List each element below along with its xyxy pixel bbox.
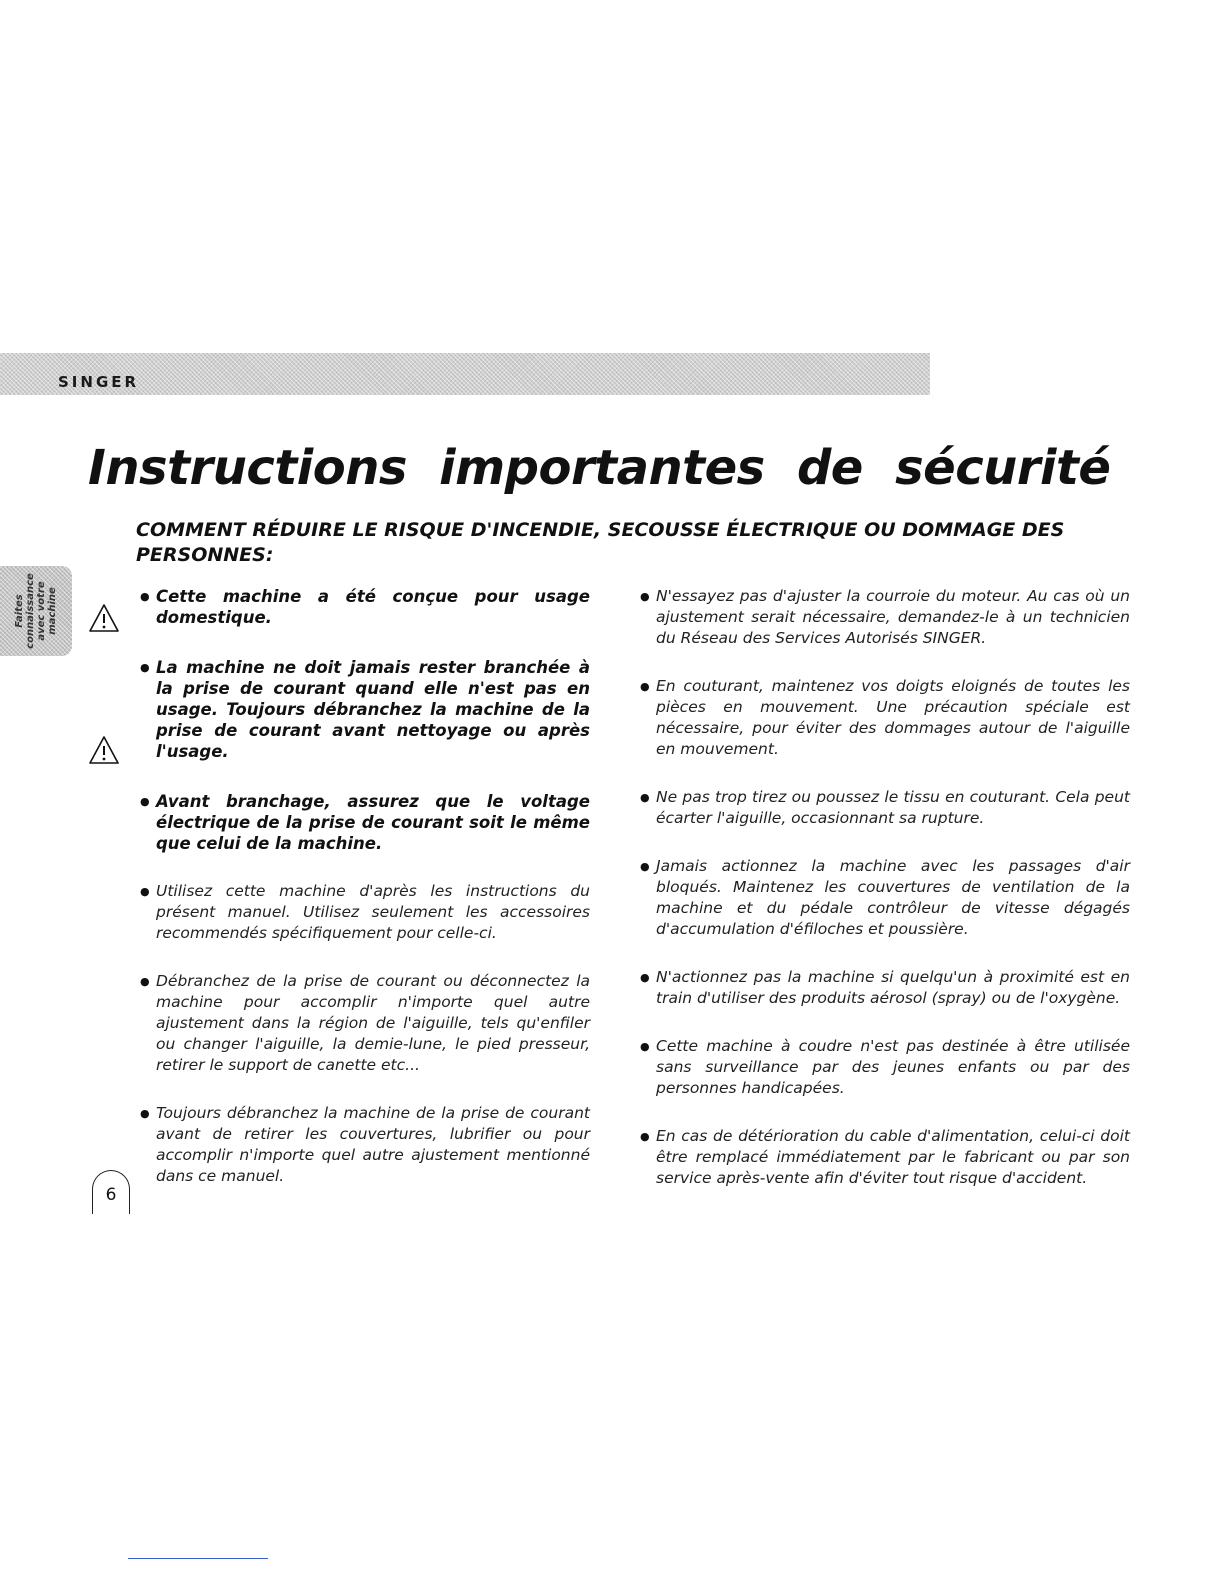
safety-instruction: ● Jamais actionnez la machine avec les passages d'air bloqués. Maintenez les couvertures de ventilation de la machine et du pédale contrôleur de vitesse dégagés d'accumulation d'éfiloches et poussière. <box>640 856 1130 940</box>
page-number: 6 <box>92 1170 130 1214</box>
safety-instruction: ● En cas de détérioration du cable d'alimentation, celui-ci doit être remplacé immédiatement par le fabricant ou par son service après-vente afin d'éviter tout risque d'accident. <box>640 1126 1130 1189</box>
side-tab-line: avec votre <box>36 581 47 641</box>
side-tab-line: machine <box>47 587 58 635</box>
safety-instruction: ● N'essayez pas d'ajuster la courroie du moteur. Au cas où un ajustement serait nécessaire, demandez-le à un technicien du Réseau des Services Autorisés SINGER. <box>640 586 1130 649</box>
side-tab-line: connaissance <box>25 573 36 649</box>
safety-instruction: ● Avant branchage, assurez que le voltage électrique de la prise de courant soit le même que celui de la machine. <box>140 791 590 854</box>
safety-instruction: ● Utilisez cette machine d'après les instructions du présent manuel. Utilisez seulement les accessoires recommendés spécifiquement pour celle-ci. <box>140 881 590 944</box>
page-title: Instructions importantes de sécurité <box>88 440 1111 496</box>
safety-instruction: ● La machine ne doit jamais rester branchée à la prise de courant quand elle n'est pas en usage. Toujours débranchez la machine de la prise de courant avant nettoyage ou après l'usage. <box>140 657 590 762</box>
section-side-tab <box>0 566 72 656</box>
side-tab-label <box>14 573 58 649</box>
right-instructions-list <box>640 586 1130 1213</box>
safety-instruction: ● N'actionnez pas la machine si quelqu'un à proximité est en train d'utiliser des produits aérosol (spray) ou de l'oxygène. <box>640 967 1130 1009</box>
brand-name: SINGER <box>58 373 140 391</box>
safety-instruction: ● Ne pas trop tirez ou poussez le tissu en couturant. Cela peut écarter l'aiguille, occasionnant sa rupture. <box>640 787 1130 829</box>
safety-instruction: ● En couturant, maintenez vos doigts eloignés de toutes les pièces en mouvement. Une précaution spéciale est nécessaire, pour éviter des dommages autour de l'aiguille en mouvement. <box>640 676 1130 760</box>
safety-instruction: ● Débranchez de la prise de courant ou déconnectez la machine pour accomplir n'importe quel autre ajustement dans la région de l'aiguille, tels qu'enfiler ou changer l'aiguille, la demie-lune, le pied presseur, retirer le support de canette etc... <box>140 971 590 1076</box>
side-tab-line: Faites <box>14 594 25 628</box>
safety-instruction: ● Toujours débranchez la machine de la prise de courant avant de retirer les couvertures, lubrifier ou pour accomplir n'importe quel autre ajustement mentionné dans ce manuel. <box>140 1103 590 1187</box>
left-instructions-list <box>140 586 590 1211</box>
page-subtitle: COMMENT RÉDUIRE LE RISQUE D'INCENDIE, SECOUSSE ÉLECTRIQUE OU DOMMAGE DES PERSONNES: <box>136 519 1065 566</box>
warning-triangle-icon <box>88 603 120 633</box>
safety-instruction: ● Cette machine a été conçue pour usage domestique. <box>140 586 590 628</box>
footer-divider <box>128 1558 268 1559</box>
safety-instruction: ● Cette machine à coudre n'est pas destinée à être utilisée sans surveillance par des jeunes enfants ou par des personnes handicapées. <box>640 1036 1130 1099</box>
header-band <box>0 353 930 395</box>
warning-triangle-icon <box>88 735 120 765</box>
